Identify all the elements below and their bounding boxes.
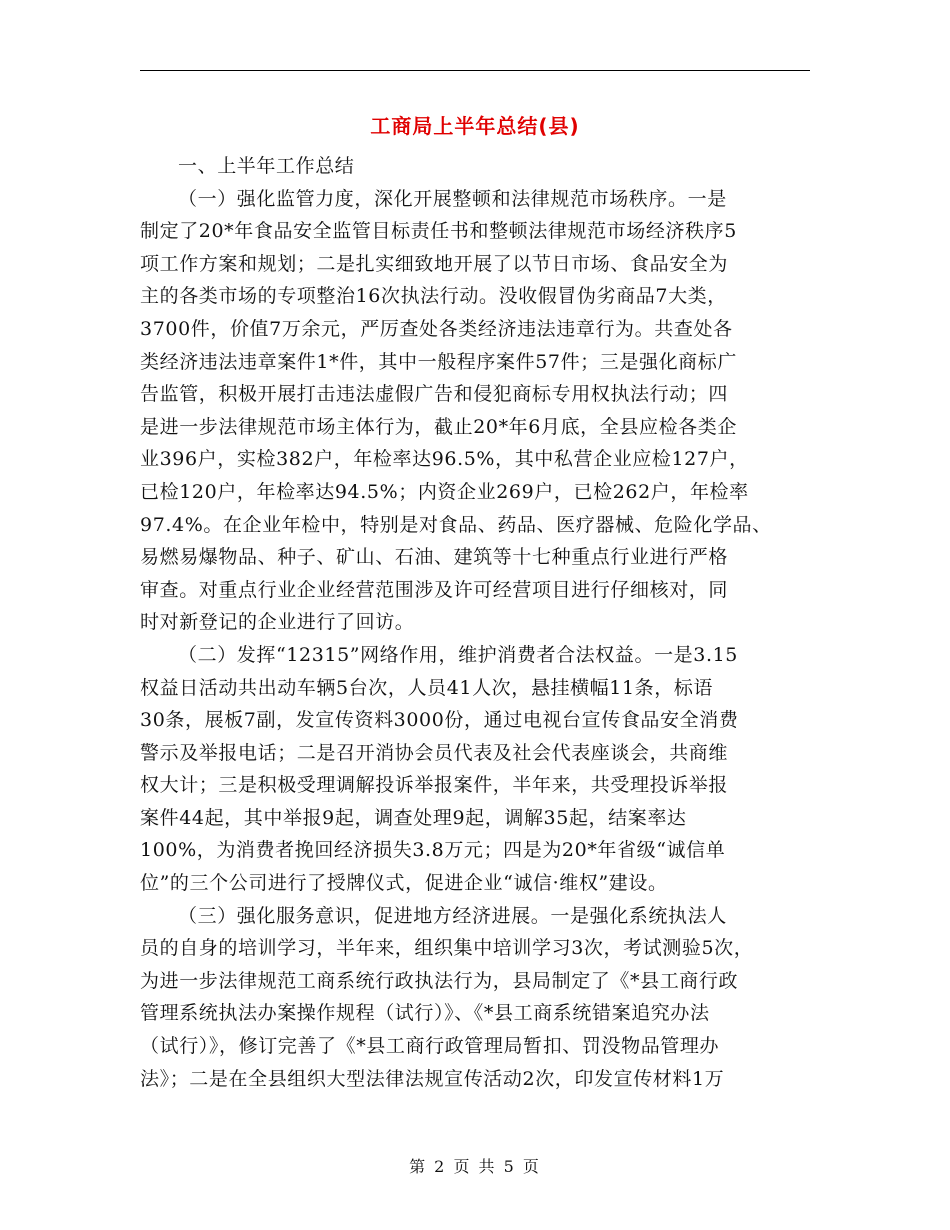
paragraph-line: 制定了20*年食品安全监管目标责任书和整顿法律规范市场经济秩序5 (140, 220, 737, 243)
document-body (140, 150, 820, 1095)
document-title: 工商局上半年总结(县) (370, 114, 580, 138)
paragraph-line: 权大计；三是积极受理调解投诉举报案件，半年来，共受理投诉举报 (140, 774, 729, 797)
paragraph-line: 97.4%。在企业年检中，特别是对食品、药品、医疗器械、危险化学品、 (140, 513, 772, 536)
paragraph-line: 易燃易爆物品、种子、矿山、石油、建筑等十七种重点行业进行严格 (140, 546, 729, 569)
paragraph-line: 30条，展板7副，发宣传资料3000份，通过电视台宣传食品安全消费 (140, 709, 739, 732)
header-rule (140, 70, 810, 71)
paragraph-line: 时对新登记的企业进行了回访。 (140, 611, 415, 634)
paragraph-line: 位”的三个公司进行了授牌仪式，促进企业“诚信·维权”建设。 (140, 872, 668, 895)
paragraph-line: 业396户，实检382户，年检率达96.5%，其中私营企业应检127户， (140, 448, 749, 471)
paragraph-line: （一）强化监管力度，深化开展整顿和法律规范市场秩序。一是 (178, 187, 727, 210)
paragraph-line: 审查。对重点行业企业经营范围涉及许可经营项目进行仔细核对，同 (140, 578, 729, 601)
paragraph-line: 是进一步法律规范市场主体行为，截止20*年6月底，全县应检各类企 (140, 415, 737, 438)
paragraph-line: 项工作方案和规划；二是扎实细致地开展了以节日市场、食品安全为 (140, 252, 729, 275)
paragraph-line: 法》；二是在全县组织大型法律法规宣传活动2次，印发宣传材料1万 (140, 1067, 725, 1090)
paragraph-line: 案件44起，其中举报9起，调查处理9起，调解35起，结案率达 (140, 806, 687, 829)
paragraph-line: 已检120户，年检率达94.5%；内资企业269户，已检262户，年检率 (140, 480, 749, 503)
paragraph-line: 主的各类市场的专项整治16次执法行动。没收假冒伪劣商品7大类， (140, 285, 727, 308)
paragraph-line: （三）强化服务意识，促进地方经济进展。一是强化系统执法人 (178, 904, 727, 927)
paragraph-line: 100%，为消费者挽回经济损失3.8万元；四是为20*年省级“诚信单 (140, 839, 726, 862)
paragraph-line: 管理系统执法办案操作规程（试行）》、《*县工商系统错案追究办法 (140, 1002, 710, 1025)
paragraph-line: 类经济违法违章案件1*件，其中一般程序案件57件；三是强化商标广 (140, 350, 737, 373)
paragraph-line: 警示及举报电话；二是召开消协会员代表及社会代表座谈会，共商维 (140, 741, 729, 764)
paragraph-line: 员的自身的培训学习，半年来，组织集中培训学习3次，考试测验5次， (140, 937, 754, 960)
paragraph-line: （二）发挥“12315”网络作用，维护消费者合法权益。一是3.15 (178, 643, 738, 666)
paragraph-line: 权益日活动共出动车辆5台次，人员41人次，悬挂横幅11条，标语 (140, 676, 714, 699)
section-heading: 一、上半年工作总结 (178, 155, 355, 177)
page-footer: 第 2 页 共 5 页 (409, 1157, 541, 1176)
paragraph-line: （试行）》，修订完善了《*县工商行政管理局暂扣、罚没物品管理办 (140, 1035, 720, 1058)
paragraph-line: 为进一步法律规范工商系统行政执法行为，县局制定了《*县工商行政 (140, 969, 739, 992)
paragraph-line: 3700件，价值7万余元，严厉查处各类经济违法违章行为。共查处各 (140, 317, 733, 340)
paragraph-line: 告监管，积极开展打击违法虚假广告和侵犯商标专用权执法行动；四 (140, 383, 729, 406)
